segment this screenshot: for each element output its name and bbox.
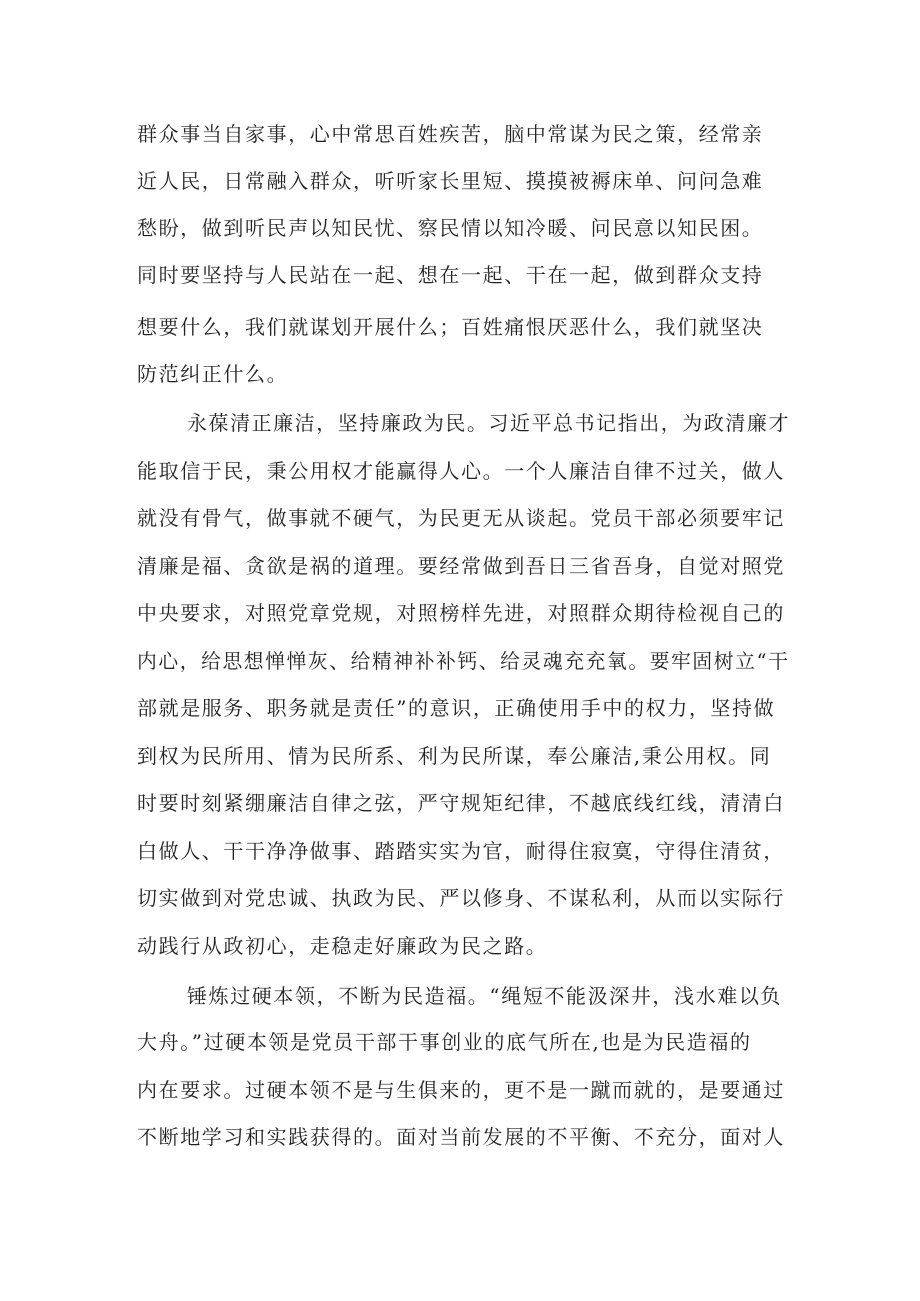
text-line: 愁盼，做到听民声以知民忧、察民情以知冷暖、问民意以知民困。: [137, 216, 764, 240]
text-line: 近人民，日常融入群众，听听家长里短、摸摸被褥床单、问问急难: [137, 169, 764, 193]
paragraph-first-line: 锤炼过硬本领，不断为民造福。“绳短不能汲深井，浅水难以负: [187, 984, 783, 1008]
text-line: 群众事当自家事，心中常思百姓疾苦，脑中常谋为民之策，经常亲: [137, 122, 764, 146]
text-line: 白做人、干干净净做事、踏踏实实为官，耐得住寂寞，守得住清贫，: [137, 839, 785, 863]
text-line: 切实做到对党忠诚、执政为民、严以修身、不谋私利，从而以实际行: [137, 886, 785, 910]
text-line: 同时要坚持与人民站在一起、想在一起、干在一起，做到群众支持: [137, 263, 764, 287]
text-line: 防范纠正什么。: [137, 362, 289, 386]
text-line: 内心，给思想惮惮灰、给精神补补钙、给灵魂充充氧。要牢固树立“干: [137, 649, 790, 673]
text-line: 不断地学习和实践获得的。面对当前发展的不平衡、不充分，面对人: [137, 1125, 785, 1149]
text-line: 中央要求，对照党章党规，对照榜样先进，对照群众期待检视自己的: [137, 601, 785, 625]
text-line: 动践行从政初心，走稳走好廉政为民之路。: [137, 934, 548, 958]
text-line: 能取信于民，秉公用权才能赢得人心。一个人廉洁自律不过关，做人: [137, 459, 785, 483]
text-line: 想要什么，我们就谋划开展什么；百姓痛恨厌恶什么，我们就坚决: [137, 315, 764, 339]
text-line: 就没有骨气，做事就不硬气，为民更无从谈起。党员干部必须要牢记: [137, 506, 785, 530]
paragraph-first-line: 永葆清正廉洁，坚持廉政为民。习近平总书记指出，为政清廉才: [187, 411, 790, 435]
text-line: 到权为民所用、情为民所系、利为民所谋，奉公廉洁,秉公用权。同: [137, 744, 772, 768]
text-line: 时要时刻紧绷廉洁自律之弦，严守规矩纪律，不越底线红线，清清白: [137, 791, 785, 815]
text-line: 大舟。”过硬本领是党员干部干事创业的底气所在,也是为民造福的: [137, 1030, 752, 1054]
text-line: 部就是服务、职务就是责任”的意识，正确使用手中的权力，坚持做: [137, 696, 776, 720]
text-line: 清廉是福、贪欲是祸的道理。要经常做到吾日三省吾身，自觉对照党: [137, 554, 785, 578]
text-line: 内在要求。过硬本领不是与生俱来的，更不是一蹴而就的，是要通过: [137, 1078, 785, 1102]
